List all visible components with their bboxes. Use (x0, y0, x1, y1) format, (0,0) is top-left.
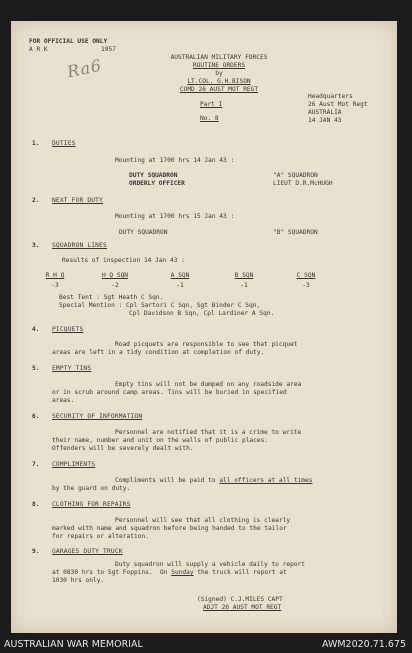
lines-score: -1 (176, 282, 184, 289)
order-number: No. 8 (200, 115, 219, 122)
lines-score: -3 (302, 282, 310, 289)
truck-text: at 0830 hrs to Sgt Foppins. On (52, 569, 172, 576)
truck-line-3: 1030 hrs only. (52, 577, 105, 584)
pencil-annotation: Ra6 (65, 55, 104, 82)
lines-score: -2 (111, 282, 119, 289)
section-number: 4. (32, 326, 40, 333)
compliments-emphasis: all officers at all times (219, 477, 313, 484)
lines-mention-2: Cpl Davidson B Sqn, Cpl Lardiner A Sqn. (129, 310, 275, 317)
section-number: 5. (32, 365, 40, 372)
clothing-line-1: Personnel will see that all clothing is clearly (115, 517, 291, 524)
title-line-5: COMD 26 AUST MOT REGT (179, 86, 259, 93)
next-duty-mounting: Mounting at 1700 hrs 15 Jan 43 : (115, 213, 235, 220)
lines-intro: Results of inspection 14 Jan 43 : (62, 257, 185, 264)
address-line-1: Headquarters (308, 93, 353, 100)
tins-line-1: Empty tins will not be dumped on any roadside area (115, 381, 302, 388)
security-line-3: Offenders will be severely dealt with. (52, 445, 194, 452)
part-label: Part I (200, 101, 223, 108)
clothing-line-2: marked with name and squadron before being handed to the tailor (52, 525, 287, 532)
footer-accession-number: AWM2020.71.675 (321, 639, 406, 650)
signature-line-2: ADJT 26 AUST MOT REGT (203, 604, 282, 611)
picquets-line-2: areas are left in a tidy condition at completion of duty. (52, 349, 265, 356)
duties-row1-left: DUTY SQUADRON (129, 172, 178, 179)
next-duty-row-right: "B" SQUADRON (273, 229, 318, 236)
lines-score: -1 (240, 282, 248, 289)
lines-score: -3 (51, 282, 59, 289)
classification: FOR OFFICIAL USE ONLY (29, 38, 108, 45)
next-duty-row-left: DUTY SQUADRON (119, 229, 168, 236)
footer-institution: AUSTRALIAN WAR MEMORIAL (4, 639, 143, 650)
stamp-code: A R K (29, 46, 48, 53)
section-heading-truck: GARAGES DUTY TRUCK (52, 548, 123, 555)
section-heading-picquets: PICQUETS (52, 326, 84, 333)
document-page (11, 21, 397, 633)
section-heading-security: SECURITY OF INFORMATION (52, 413, 143, 420)
title-line-3: by (215, 70, 223, 77)
section-heading-squadron-lines: SQUADRON LINES (52, 242, 107, 249)
section-heading-clothing: CLOTHING FOR REPAIRS (52, 501, 131, 508)
lines-col-header: A SQN (170, 272, 190, 279)
compliments-line-2: by the guard on duty. (52, 485, 131, 492)
truck-emphasis: Sunday (171, 569, 194, 576)
truck-line-2 (52, 569, 287, 577)
lines-best-tent: Best Tent : Sgt Heath C Sqn. (59, 294, 164, 301)
section-heading-compliments: COMPLIMENTS (52, 461, 96, 468)
archive-footer (0, 636, 412, 653)
section-heading-empty-tins: EMPTY TINS (52, 365, 92, 372)
lines-col-header: R H Q (45, 272, 65, 279)
section-number: 7. (32, 461, 40, 468)
address-line-2: 26 Aust Mot Regt (308, 101, 368, 108)
title-line-2: ROUTINE ORDERS (192, 62, 246, 69)
compliments-text: Compliments will be paid to (115, 477, 220, 484)
address-line-3: AUSTRALIA (308, 109, 342, 116)
compliments-line-1 (115, 477, 312, 485)
duties-row2-left: ORDERLY OFFICER (129, 180, 185, 187)
section-number: 1. (32, 140, 40, 147)
title-line-1: AUSTRALIAN MILITARY FORCES (170, 54, 268, 61)
section-heading-next-duty: NEXT FOR DUTY (52, 197, 104, 204)
security-line-2: their name, number and unit on the walls of public places. (52, 437, 269, 444)
section-number: 9. (32, 548, 40, 555)
truck-line-1: Duty squadron will supply a vehicle daily to report (115, 561, 305, 568)
duties-row1-right: "A" SQUADRON (273, 172, 318, 179)
clothing-line-3: for repairs or alteration. (52, 533, 149, 540)
tins-line-3: areas. (52, 397, 75, 404)
stamp-year: 1957 (101, 46, 116, 53)
section-number: 6. (32, 413, 40, 420)
truck-text: the truck will report at (193, 569, 287, 576)
picquets-line-1: Road picquets are responsible to see that picquet (115, 341, 298, 348)
section-number: 3. (32, 242, 40, 249)
duties-mounting: Mounting at 1700 hrs 14 Jan 43 : (115, 157, 235, 164)
lines-col-header: C SQN (296, 272, 316, 279)
lines-col-header: H Q SQN (101, 272, 129, 279)
section-number: 2. (32, 197, 40, 204)
security-line-1: Personnel are notified that it is a crime to write (115, 429, 302, 436)
address-line-4: 14 JAN 43 (308, 117, 342, 124)
duties-row2-right: LIEUT D.R.McHUGH (273, 180, 333, 187)
lines-col-header: B SQN (234, 272, 254, 279)
title-line-4: LT.COL. G.H.BISON (187, 78, 251, 85)
tins-line-2: or in scrub around camp areas. Tins will be buried in specified (52, 389, 287, 396)
section-heading-duties: DUTIES (52, 140, 76, 147)
lines-mention-1: Special Mention : Cpl Sartori C Sqn, Sgt Binder C Sqn, (59, 302, 261, 309)
section-number: 8. (32, 501, 40, 508)
signature-line-1: (Signed) C.J.MILES CAPT (197, 596, 283, 603)
